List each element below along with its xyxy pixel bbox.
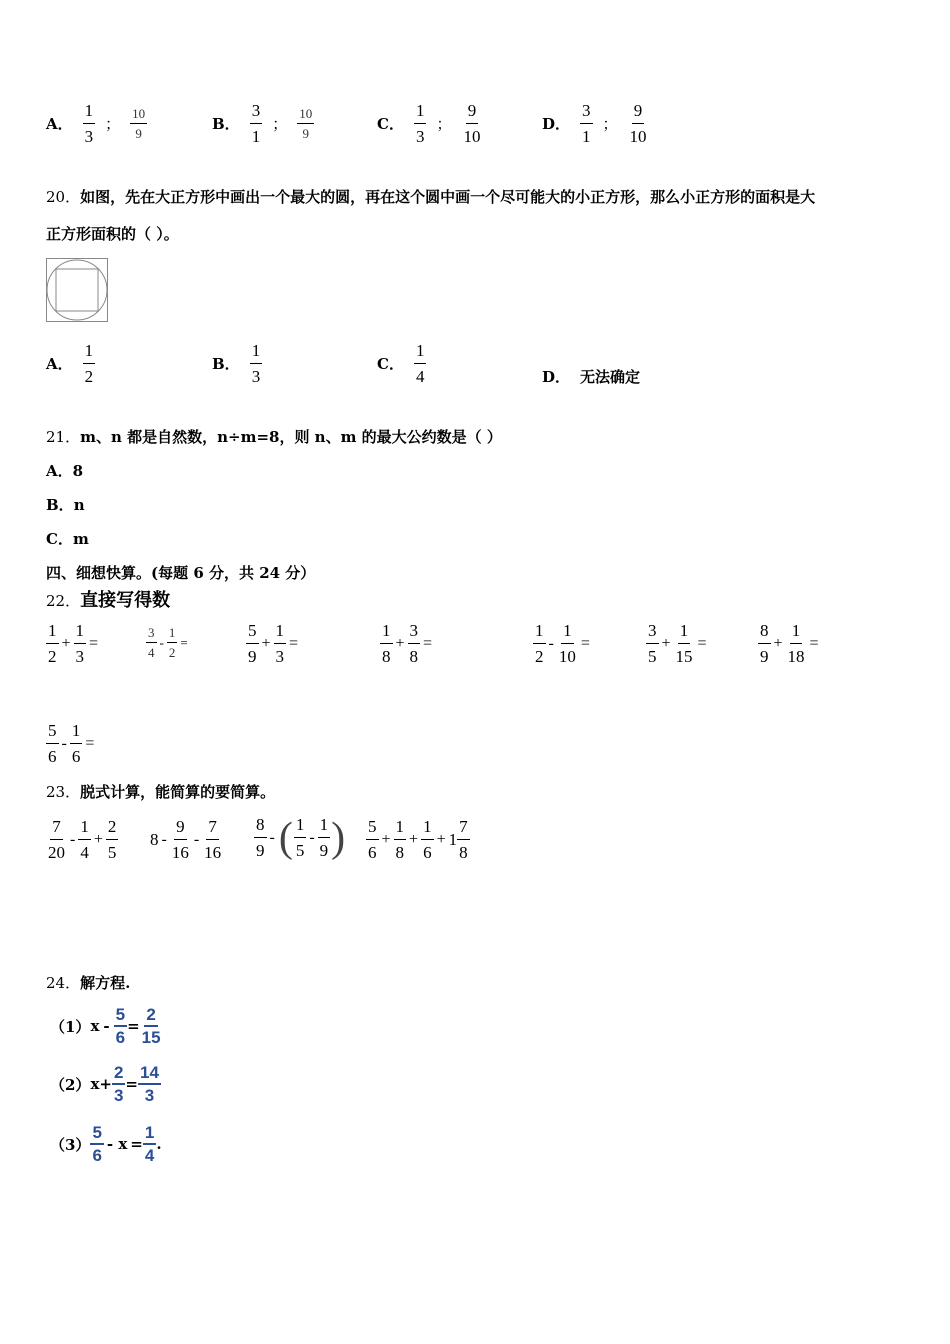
fraction: $\frac{8}{9}$ [256, 815, 265, 860]
fraction: $\frac{1}{4}$ [80, 817, 89, 862]
option-text: 8 [72, 462, 84, 480]
question-number: 24． [46, 974, 81, 992]
q19-option-c[interactable] [377, 102, 482, 145]
q20-option-b[interactable] [212, 342, 262, 385]
fraction: $\frac{2}{15}$ [141, 1005, 161, 1047]
option-text: n [73, 496, 85, 514]
q23-expr-1: $\frac{7}{20}$ - $\frac{1}{4}$ + $\frac{2}{5}$ [48, 817, 117, 862]
fraction: $\frac{9}{16}$ [171, 817, 189, 862]
equation-label: （1） [50, 1017, 91, 1036]
q23-expr-3: $\frac{8}{9}$ - ( $\frac{1}{5}$ - $\frac{1}{9}$ ) [256, 814, 346, 861]
q22-item-7: $\frac{8}{9}$ + $\frac{1}{18}$ = [760, 621, 819, 666]
separator: ； [436, 115, 452, 133]
question-text: 直接写得数 [80, 590, 171, 611]
left-paren: ( [278, 814, 293, 861]
fraction: $\frac{1}{4}$ [144, 1123, 155, 1165]
fraction: $\frac{5}{6}$ [48, 721, 57, 766]
fraction: $\frac{10}{9}$ [132, 106, 146, 141]
fraction: $\frac{1}{3}$ [84, 101, 94, 146]
fraction: $\frac{1}{2}$ [48, 621, 57, 666]
fraction: $\frac{1}{9}$ [319, 815, 329, 860]
q23-title [46, 781, 275, 802]
q22-item-6: $\frac{3}{5}$ + $\frac{1}{15}$ = [648, 621, 707, 666]
option-label: A． [46, 462, 73, 480]
fraction: $\frac{5}{9}$ [248, 621, 257, 666]
q22-item-5: $\frac{1}{2}$ - $\frac{1}{10}$ = [535, 621, 590, 666]
option-label: C． [377, 355, 404, 373]
fraction: $\frac{1}{3}$ [275, 621, 285, 666]
question-number: 21． [46, 428, 81, 446]
q19-option-b[interactable] [212, 102, 314, 145]
q20-option-a[interactable] [46, 342, 95, 385]
q23-expr-2: 8 - $\frac{9}{16}$ - $\frac{7}{16}$ [150, 817, 222, 862]
fraction: $\frac{8}{9}$ [760, 621, 769, 666]
fraction: $\frac{1}{18}$ [787, 621, 805, 666]
option-label: B． [212, 115, 240, 133]
question-number: 20． [46, 188, 81, 206]
q24-equation-3: （3） $\frac{5}{6}$ - x = $\frac{1}{4}$ . [50, 1123, 162, 1165]
square-circle-figure [46, 258, 108, 322]
fraction: $\frac{1}{2}$ [84, 341, 94, 386]
fraction: $\frac{5}{6}$ [368, 817, 377, 862]
fraction: $\frac{1}{8}$ [395, 817, 405, 862]
fraction: $\frac{9}{10}$ [629, 101, 647, 146]
option-label: A． [46, 355, 73, 373]
fraction: $\frac{1}{3}$ [251, 341, 261, 386]
separator: ； [272, 115, 288, 133]
small-square [56, 269, 98, 311]
fraction: $\frac{3}{1}$ [251, 101, 261, 146]
q22-item-2: $\frac{3}{4}$ - $\frac{1}{2}$ = [148, 625, 188, 660]
separator: ； [602, 115, 618, 133]
equation-label: （3） [50, 1135, 91, 1154]
option-label: A． [46, 115, 73, 133]
q20-stem-line1 [46, 186, 815, 207]
fraction: $\frac{1}{6}$ [423, 817, 432, 862]
q21-stem [46, 426, 502, 447]
fraction: $\frac{1}{3}$ [75, 621, 85, 666]
question-text: m、n 都是自然数，n÷m=8，则 n、m 的最大公约数是（ ） [80, 428, 502, 446]
q20-option-d[interactable] [542, 366, 640, 387]
option-label: C． [46, 530, 73, 548]
q19-option-a[interactable] [46, 102, 147, 145]
q22-item-4: $\frac{1}{8}$ + $\frac{3}{8}$ = [382, 621, 433, 666]
question-text: 脱式计算，能简算的要简算。 [80, 783, 276, 801]
q24-equation-1: （1） x - $\frac{5}{6}$ = $\frac{2}{15}$ [50, 1005, 161, 1047]
fraction: $\frac{5}{6}$ [115, 1005, 126, 1047]
fraction: $\frac{7}{20}$ [48, 817, 65, 862]
fraction: $\frac{3}{4}$ [148, 625, 155, 660]
fraction: $\frac{2}{5}$ [107, 817, 117, 862]
option-text: 无法确定 [580, 368, 641, 386]
q22-item-1: $\frac{1}{2}$ + $\frac{1}{3}$ = [48, 621, 99, 666]
fraction: $\frac{1}{8}$ [382, 621, 391, 666]
fraction: $\frac{10}{9}$ [299, 106, 313, 141]
question-text: 如图，先在大正方形中画出一个最大的圆，再在这个圆中画一个尽可能大的小正方形，那么小正方形的面积是大 [80, 188, 816, 206]
q23-expr-4: $\frac{5}{6}$ + $\frac{1}{8}$ + $\frac{1}{6}$ + 1 $\frac{7}{8}$ [368, 817, 468, 862]
fraction: $\frac{2}{3}$ [113, 1063, 124, 1105]
q22-item-8: $\frac{5}{6}$ - $\frac{1}{6}$ = [48, 721, 95, 766]
q21-option-c[interactable] [46, 528, 89, 549]
fraction: $\frac{14}{3}$ [140, 1063, 159, 1105]
fraction: $\frac{1}{2}$ [168, 625, 176, 660]
q22-item-3: $\frac{5}{9}$ + $\frac{1}{3}$ = [248, 621, 299, 666]
fraction: $\frac{1}{2}$ [535, 621, 544, 666]
question-text: 解方程. [80, 974, 131, 992]
fraction: $\frac{3}{1}$ [582, 101, 591, 146]
q20-stem-line2: 正方形面积的（ ）。 [46, 225, 179, 243]
fraction: $\frac{5}{6}$ [92, 1123, 102, 1165]
option-label: C． [377, 115, 404, 133]
option-label: B． [46, 496, 74, 514]
q24-title [46, 972, 130, 993]
fraction: $\frac{1}{10}$ [558, 621, 576, 666]
right-paren: ) [331, 814, 346, 861]
fraction: $\frac{1}{5}$ [295, 815, 305, 860]
q21-option-a[interactable] [46, 460, 83, 481]
q19-option-d[interactable] [542, 102, 649, 145]
option-label: B． [212, 355, 240, 373]
fraction: $\frac{1}{3}$ [415, 101, 425, 146]
fraction: $\frac{1}{6}$ [71, 721, 81, 766]
section-title: 四、细想快算。(每题 6 分，共 24 分） [46, 564, 316, 582]
option-label: D． [542, 115, 571, 133]
option-text: m [72, 530, 89, 548]
equation-label: （2） [50, 1075, 91, 1094]
fraction: $\frac{3}{8}$ [409, 621, 419, 666]
q20-option-c[interactable] [377, 342, 426, 385]
q21-option-b[interactable] [46, 494, 85, 515]
question-number: 22． [46, 592, 81, 610]
fraction: $\frac{1}{15}$ [675, 621, 693, 666]
q22-title [46, 586, 170, 612]
fraction: $\frac{1}{4}$ [415, 341, 425, 386]
fraction: $\frac{9}{10}$ [463, 101, 481, 146]
fraction: $\frac{3}{5}$ [648, 621, 657, 666]
separator: ； [105, 115, 121, 133]
question-number: 23． [46, 783, 81, 801]
fraction: $\frac{7}{16}$ [204, 817, 222, 862]
option-label: D． [542, 368, 571, 386]
fraction: $\frac{7}{8}$ [459, 817, 468, 862]
q24-equation-2: （2） x+ $\frac{2}{3}$ = $\frac{14}{3}$ [50, 1063, 159, 1105]
